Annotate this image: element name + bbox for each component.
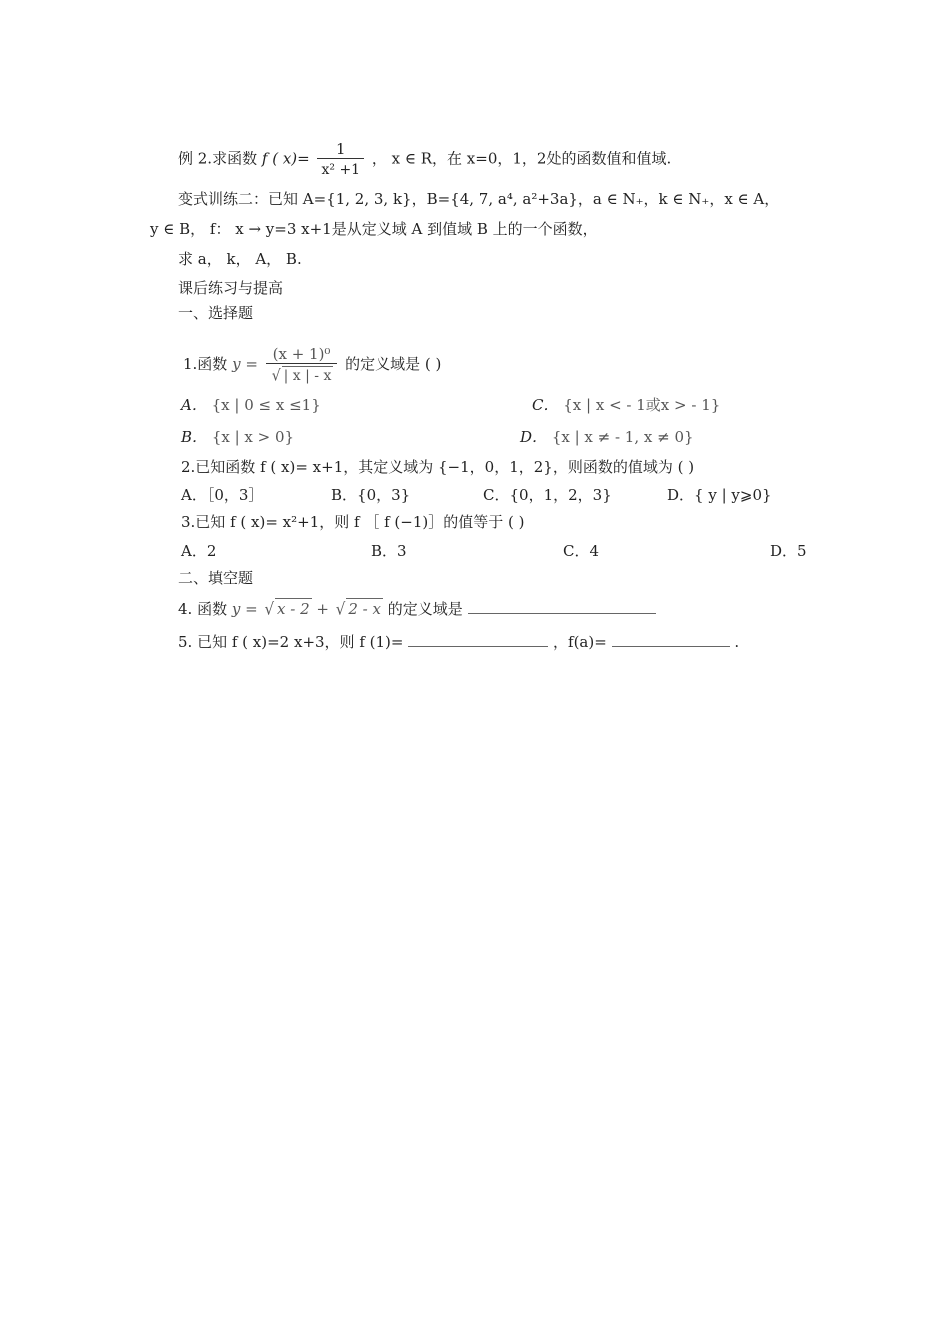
question-3: 3.已知 f ( x)= x²+1，则 f ［ f (−1)］的值等于 ( ) <box>181 513 525 531</box>
question-2: 2.已知函数 f ( x)= x+1，其定义域为 {−1，0，1，2}，则函数的值域为 ( ) <box>181 458 695 476</box>
section-after-class: 课后练习与提高 <box>178 279 284 297</box>
question-5 <box>178 632 739 652</box>
example-2 <box>178 140 671 179</box>
variant-line-2: y ∈ B， f： x → y=3 x+1是从定义域 A 到值域 B 上的一个函数， <box>150 220 598 238</box>
q4-root-2: √ 2 - x <box>335 599 381 619</box>
example-2-fx: f ( x)= <box>261 149 310 168</box>
q1-numerator: (x + 1)⁰ <box>272 345 331 363</box>
q4-answer-blank[interactable] <box>468 599 656 614</box>
q1-prefix: 1.函数 <box>183 355 228 373</box>
q3-option-b: B．3 <box>371 542 407 560</box>
q1-suffix: 的定义域是 ( ) <box>345 355 442 373</box>
q4-suffix: 的定义域是 <box>387 600 463 618</box>
sqrt-icon: √ <box>335 599 346 619</box>
q1-option-a: A． {x | 0 ≤ x ≤1} <box>181 396 321 414</box>
sqrt-icon: √ <box>271 367 281 385</box>
q4-root-1: √ x - 2 <box>264 599 310 619</box>
q5-end: . <box>734 633 740 651</box>
q1-option-c: C． {x | x < - 1或x > - 1} <box>532 396 721 414</box>
q2-option-b: B．{0，3} <box>331 486 411 504</box>
example-2-denominator: x² +1 <box>317 158 364 179</box>
variant-line-1: 变式训练二：已知 A={1, 2, 3, k}，B={4, 7, a⁴, a²+3a}，a ∈ N₊，k ∈ N₊，x ∈ A， <box>178 190 780 208</box>
q3-option-d: D．5 <box>770 542 807 560</box>
variant-line-3: 求 a， k， A， B. <box>178 250 302 268</box>
q1-option-d: D． {x | x ≠ - 1, x ≠ 0} <box>520 428 694 446</box>
section-fill-blank: 二、填空题 <box>178 569 254 587</box>
q2-option-a: A．［0，3］ <box>181 486 264 504</box>
example-2-fraction <box>317 140 364 179</box>
sqrt-icon: √ <box>264 599 275 619</box>
q1-fraction <box>266 345 338 385</box>
q5-mid: ，f(a)= <box>553 633 607 651</box>
question-4 <box>178 598 656 619</box>
q5-answer-blank-1[interactable] <box>408 632 548 647</box>
q4-prefix: 4. 函数 <box>178 600 228 618</box>
q3-option-a: A．2 <box>181 542 217 560</box>
q1-y: y = <box>232 355 258 373</box>
q4-plus: + <box>316 600 329 618</box>
q1-option-b: B． {x | x > 0} <box>181 428 295 446</box>
example-2-numerator: 1 <box>336 140 346 158</box>
q5-answer-blank-2[interactable] <box>612 632 730 647</box>
q3-option-c: C．4 <box>563 542 600 560</box>
example-2-suffix: ， x ∈ R，在 x=0，1，2处的函数值和值域. <box>371 149 672 168</box>
q2-option-d: D．{ y | y⩾0} <box>667 486 772 504</box>
section-choice: 一、选择题 <box>178 304 254 322</box>
q2-option-c: C．{0，1，2，3} <box>483 486 612 504</box>
q5-prefix: 5. 已知 f ( x)=2 x+3，则 f (1)= <box>178 633 404 651</box>
question-1 <box>183 345 441 385</box>
example-2-prefix: 例 2.求函数 <box>178 149 258 168</box>
q4-y: y = <box>231 600 258 618</box>
q1-denominator: √ | x | - x <box>266 363 338 385</box>
